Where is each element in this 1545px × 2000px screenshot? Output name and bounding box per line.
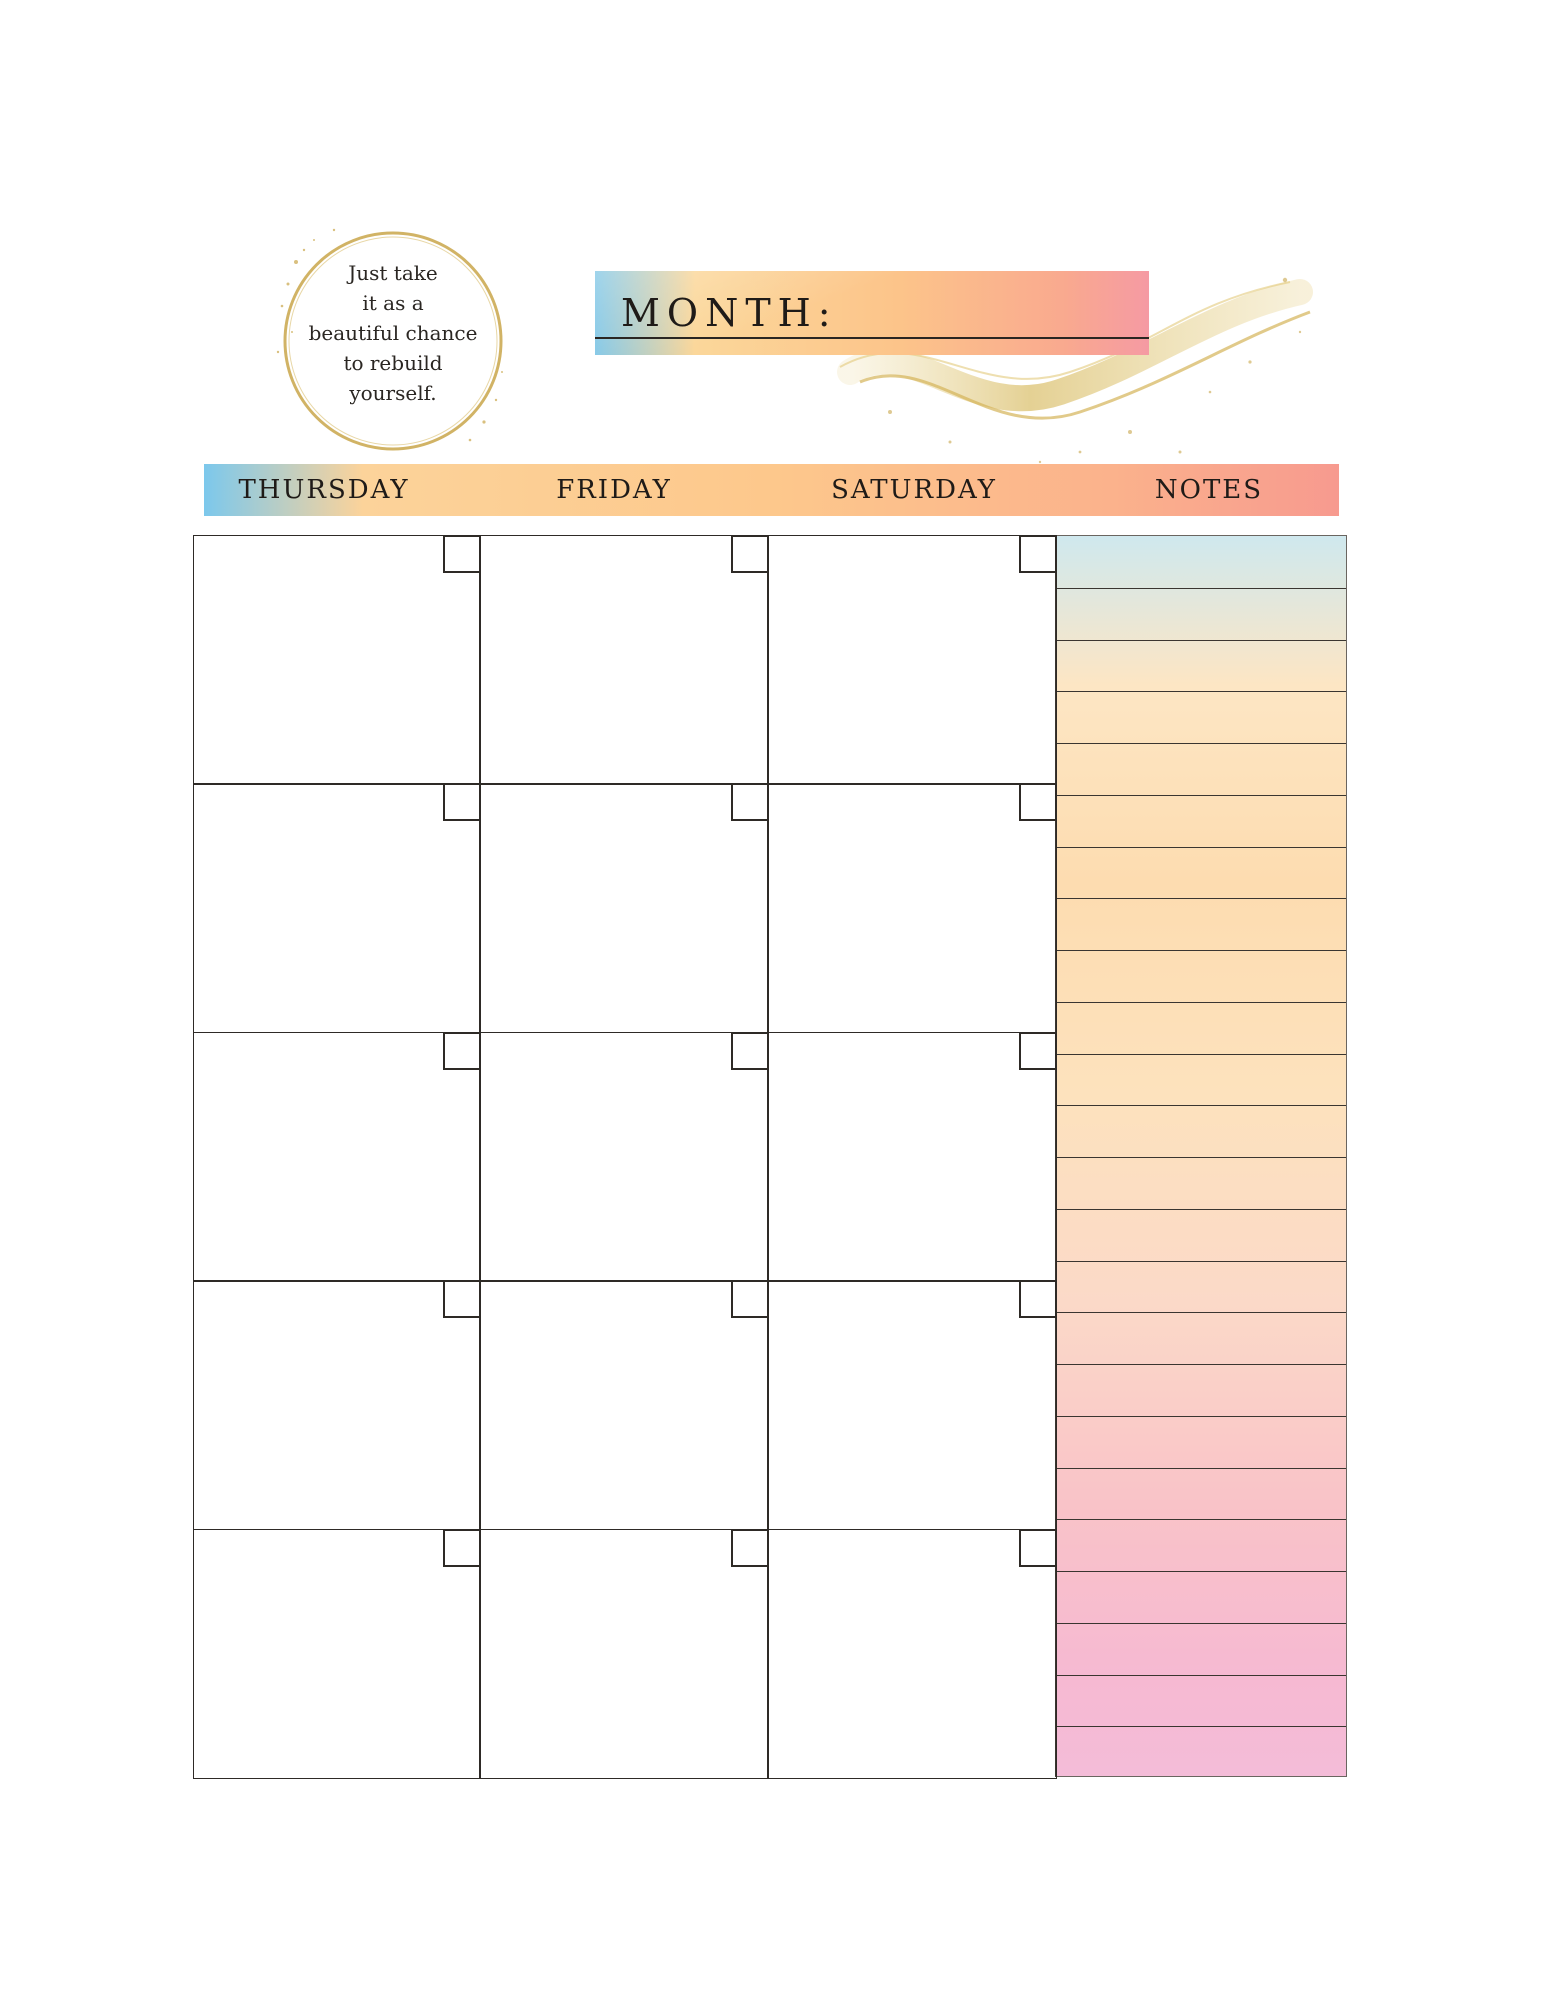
quote-line: it as a: [362, 291, 424, 315]
notes-ruled-line: [1057, 898, 1346, 899]
calendar-day-cell[interactable]: [193, 535, 481, 785]
date-number-box[interactable]: [1019, 535, 1057, 573]
date-number-box[interactable]: [731, 783, 769, 821]
calendar-grid: [193, 535, 1347, 1777]
notes-ruled-line: [1057, 1623, 1346, 1624]
calendar-day-cell[interactable]: [479, 1280, 769, 1530]
notes-ruled-line: [1057, 1364, 1346, 1365]
weekday-header: [204, 464, 1339, 516]
notes-ruled-line: [1057, 1002, 1346, 1003]
notes-ruled-line: [1057, 640, 1346, 641]
notes-ruled-line: [1057, 1105, 1346, 1106]
date-number-box[interactable]: [443, 1032, 481, 1070]
quote-text: [294, 258, 492, 408]
notes-ruled-line: [1057, 1675, 1346, 1676]
month-write-line: [595, 337, 1149, 339]
notes-ruled-line: [1057, 1157, 1346, 1158]
notes-ruled-line: [1057, 1054, 1346, 1055]
date-number-box[interactable]: [731, 1032, 769, 1070]
notes-ruled-line: [1057, 1519, 1346, 1520]
date-number-box[interactable]: [443, 1529, 481, 1567]
quote-line: beautiful chance: [308, 321, 478, 345]
notes-ruled-line: [1057, 795, 1346, 796]
calendar-day-cell[interactable]: [193, 1032, 481, 1282]
month-banner: [595, 271, 1149, 355]
date-number-box[interactable]: [1019, 1280, 1057, 1318]
date-number-box[interactable]: [1019, 1032, 1057, 1070]
quote-line: to rebuild: [343, 351, 443, 375]
notes-ruled-line: [1057, 743, 1346, 744]
notes-ruled-line: [1057, 1416, 1346, 1417]
date-number-box[interactable]: [443, 1280, 481, 1318]
calendar-day-cell[interactable]: [767, 1280, 1057, 1530]
notes-ruled-line: [1057, 588, 1346, 589]
date-number-box[interactable]: [731, 1529, 769, 1567]
month-label: MONTH:: [621, 291, 838, 335]
date-number-box[interactable]: [731, 535, 769, 573]
calendar-day-cell[interactable]: [767, 1529, 1057, 1779]
calendar-day-cell[interactable]: [193, 1280, 481, 1530]
notes-ruled-line: [1057, 691, 1346, 692]
day-header-thursday: THURSDAY: [238, 475, 410, 505]
date-number-box[interactable]: [731, 1280, 769, 1318]
calendar-day-cell[interactable]: [479, 783, 769, 1033]
calendar-day-cell[interactable]: [479, 1032, 769, 1282]
calendar-day-cell[interactable]: [767, 535, 1057, 785]
day-header-saturday: SATURDAY: [831, 475, 997, 505]
date-number-box[interactable]: [1019, 783, 1057, 821]
calendar-day-cell[interactable]: [767, 783, 1057, 1033]
notes-column[interactable]: [1055, 535, 1347, 1777]
quote-line: yourself.: [349, 381, 437, 405]
calendar-day-cell[interactable]: [479, 1529, 769, 1779]
notes-ruled-line: [1057, 950, 1346, 951]
quote-line: Just take: [348, 261, 438, 285]
notes-ruled-line: [1057, 847, 1346, 848]
notes-ruled-line: [1057, 1261, 1346, 1262]
date-number-box[interactable]: [443, 535, 481, 573]
calendar-day-cell[interactable]: [193, 1529, 481, 1779]
date-number-box[interactable]: [443, 783, 481, 821]
notes-ruled-line: [1057, 1209, 1346, 1210]
calendar-day-cell[interactable]: [767, 1032, 1057, 1282]
notes-header: NOTES: [1154, 475, 1264, 505]
notes-ruled-line: [1057, 1468, 1346, 1469]
quote-badge: [274, 222, 512, 460]
calendar-day-cell[interactable]: [193, 783, 481, 1033]
notes-ruled-line: [1057, 1726, 1346, 1727]
notes-ruled-line: [1057, 1571, 1346, 1572]
notes-ruled-line: [1057, 1312, 1346, 1313]
date-number-box[interactable]: [1019, 1529, 1057, 1567]
calendar-day-cell[interactable]: [479, 535, 769, 785]
day-header-friday: FRIDAY: [556, 475, 672, 505]
